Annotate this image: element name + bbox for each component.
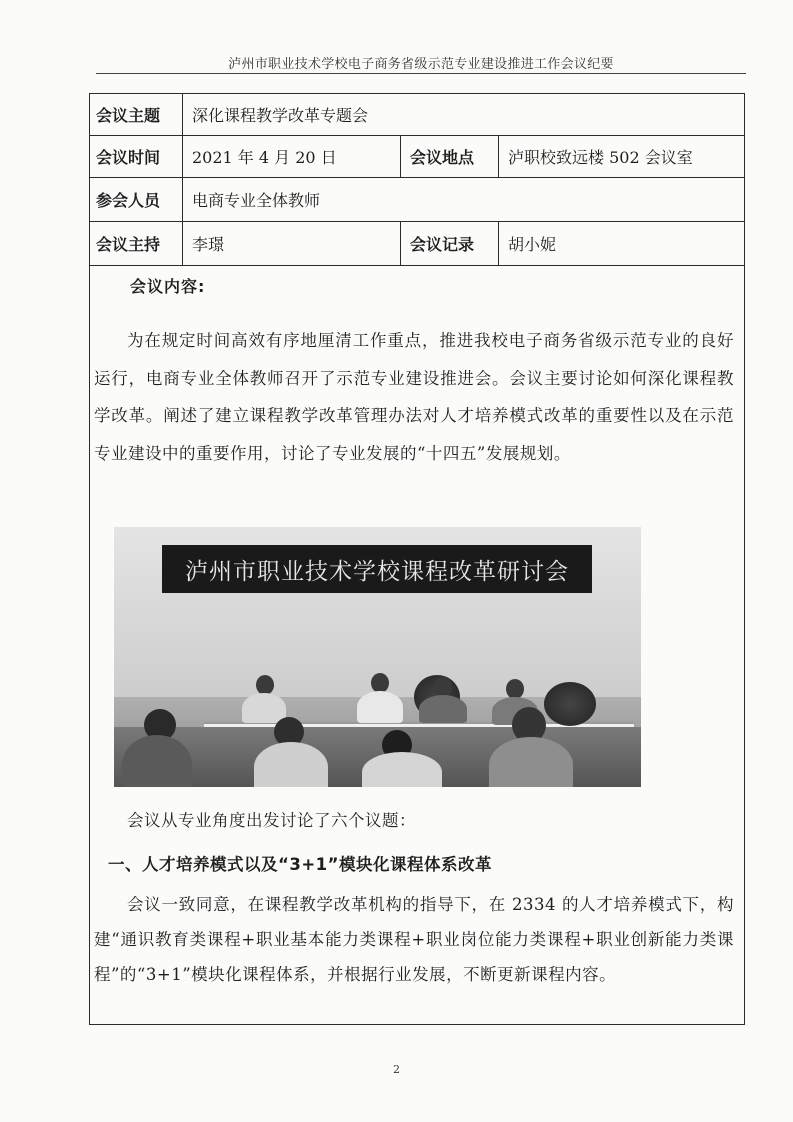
header-divider	[96, 73, 746, 74]
document-header-title: 泸州市职业技术学校电子商务省级示范专业建设推进工作会议纪要	[228, 57, 614, 72]
minutes-table	[89, 93, 745, 1025]
photo-person	[254, 742, 328, 787]
page-number: 2	[393, 1063, 400, 1076]
row-topic	[90, 94, 744, 136]
time-value: 2021 年 4 月 20 日	[192, 148, 337, 167]
photo-person	[122, 735, 192, 787]
topic-label: 会议主题	[96, 106, 161, 125]
row-host-recorder	[90, 222, 744, 266]
time-label: 会议时间	[96, 148, 161, 167]
intro-paragraph: 为在规定时间高效有序地厘清工作重点，推进我校电子商务省级示范专业的良好运行，电商专业全体教师召开了示范专业建设推进会。会议主要讨论如何深化课程教学改革。阐述了建立课程教学改革管理办法对人才培养模式改革的重要性以及在示范专业建设中的重要作用，讨论了专业发展的“十四五”发展规划。	[94, 331, 734, 463]
photo-person	[357, 691, 403, 723]
attendees-label: 参会人员	[96, 191, 161, 210]
meeting-photo	[114, 527, 641, 787]
row-attendees	[90, 178, 744, 222]
location-label: 会议地点	[410, 148, 475, 167]
recorder-value: 胡小妮	[508, 235, 557, 254]
row-time-location	[90, 136, 744, 178]
photo-banner-text: 泸州市职业技术学校课程改革研讨会	[185, 558, 569, 585]
item1-heading: 一、人才培养模式以及“3+1”模块化课程体系改革	[108, 855, 492, 874]
location-value: 泸职校致远楼 502 会议室	[508, 148, 693, 167]
item1-body: 会议一致同意，在课程教学改革机构的指导下，在 2334 的人才培养模式下，构建“通识教育类课程+职业基本能力类课程+职业岗位能力类课程+职业创新能力类课程”的“3+1”模块化课程体系，并根据行业发展，不断更新课程内容。	[94, 895, 734, 984]
photo-plant	[544, 682, 596, 726]
topics-intro: 会议从专业角度出发讨论了六个议题：	[127, 811, 416, 830]
recorder-label: 会议记录	[410, 235, 475, 254]
photo-person	[242, 693, 286, 723]
host-label: 会议主持	[96, 235, 161, 254]
topic-value: 深化课程教学改革专题会	[192, 106, 369, 125]
host-value: 李璟	[192, 235, 225, 254]
photo-banner	[162, 545, 592, 593]
photo-person-head	[506, 679, 524, 699]
photo-person	[489, 737, 573, 787]
photo-person-head	[434, 677, 452, 697]
content-section-label: 会议内容:	[130, 277, 206, 296]
attendees-value: 电商专业全体教师	[192, 191, 321, 210]
photo-person-head	[256, 675, 274, 695]
photo-person	[419, 695, 467, 723]
photo-person-head	[371, 673, 389, 693]
photo-person	[362, 752, 442, 787]
